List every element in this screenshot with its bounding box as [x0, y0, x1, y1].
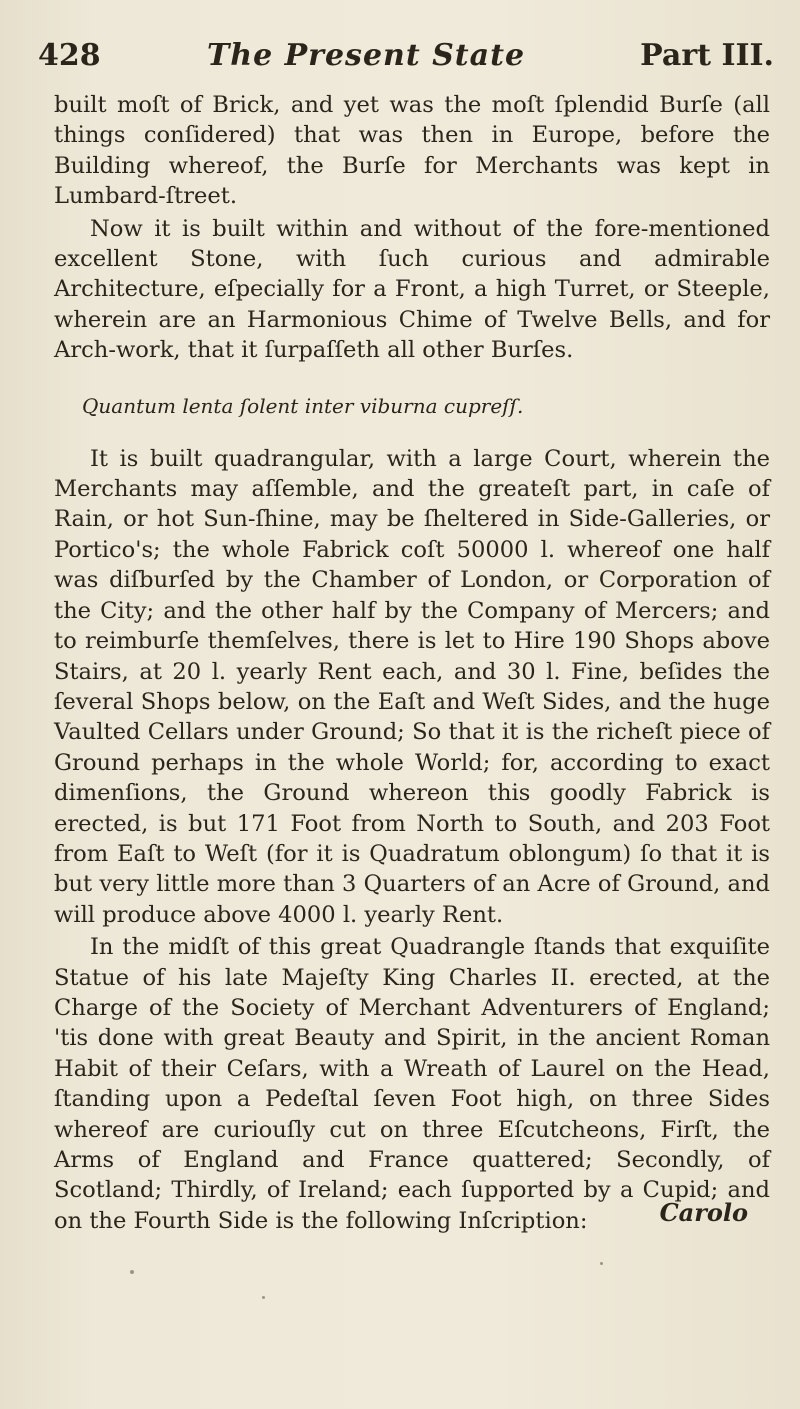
paper-speck	[130, 1270, 134, 1274]
paragraph-continuation: built moſt of Brick, and yet was the moſt ſplendid Burſe (all things conſidered) that was then in Europe, before the Building whereof, the Burſe for Merchants was kept in Lumbard-ſtreet.	[54, 92, 770, 210]
paragraph-statue: In the midſt of this great Quadrangle ſtands that exquiſite Statue of his late Majeſty King Charles II. erected, at the Charge of the Society of Merchant Adventurers of England; 'tis done with great Beauty and Spirit, in the ancient Roman Habit of their Ceſars, with a Wreath of Laurel on the Head, ſtanding upon a Pedeſtal ſeven Foot high, on three Sides whereof are curiouſly cut on three Eſcutcheons, Firſt, the Arms of England and France quattered; Secondly, of Scotland; Thirdly, of Ireland; each ſupported by a Cupid; and on the Fourth Side is the following Inſcription:	[54, 934, 770, 1234]
body-text	[54, 90, 770, 1238]
paragraph-quadrangular-court: It is built quadrangular, with a large Court, wherein the Merchants may aſſemble, and the greateſt part, in caſe of Rain, or hot Sun-ſhine, may be ſheltered in Side-Galleries, or Portico's; the whole Fabrick coſt 50000 l. whereof one half was diſburſed by the Chamber of London, or Corporation of the City; and the other half by the Company of Mercers; and to reimburſe themſelves, there is let to Hire 190 Shops above Stairs, at 20 l. yearly Rent each, and 30 l. Fine, beſides the ſeveral Shops below, on the Eaſt and Weſt Sides, and the huge Vaulted Cellars under Ground; So that it is the richeſt piece of Ground perhaps in the whole World; for, according to exact dimenſions, the Ground whereon this goodly Fabrick is erected, is but 171 Foot from North to South, and 203 Foot from Eaſt to Weſt (for it is Quadratum oblongum) ſo that it is but very little more than 3 Quarters of an Acre of Ground, and will produce above 4000 l. yearly Rent.	[54, 445, 770, 928]
running-header	[38, 38, 774, 84]
catchword: Carolo	[659, 1198, 748, 1227]
paragraph-stone-description: Now it is built within and without of the fore-mentioned excellent Stone, with ſuch curious and admirable Architecture, eſpecially for a Front, a high Turret, or Steeple, wherein are an Harmonious Chime of Twelve Bells, and for Arch-work, that it ſurpaſſeth all other Burſes.	[54, 215, 770, 364]
paper-speck	[600, 1262, 603, 1265]
latin-quotation: Quantum lenta ſolent inter viburna cupreſſ.	[82, 393, 524, 418]
page-number: 428	[38, 38, 101, 73]
part-label: Part III.	[640, 38, 774, 73]
running-title: The Present State	[206, 38, 526, 73]
paper-speck	[262, 1296, 265, 1299]
